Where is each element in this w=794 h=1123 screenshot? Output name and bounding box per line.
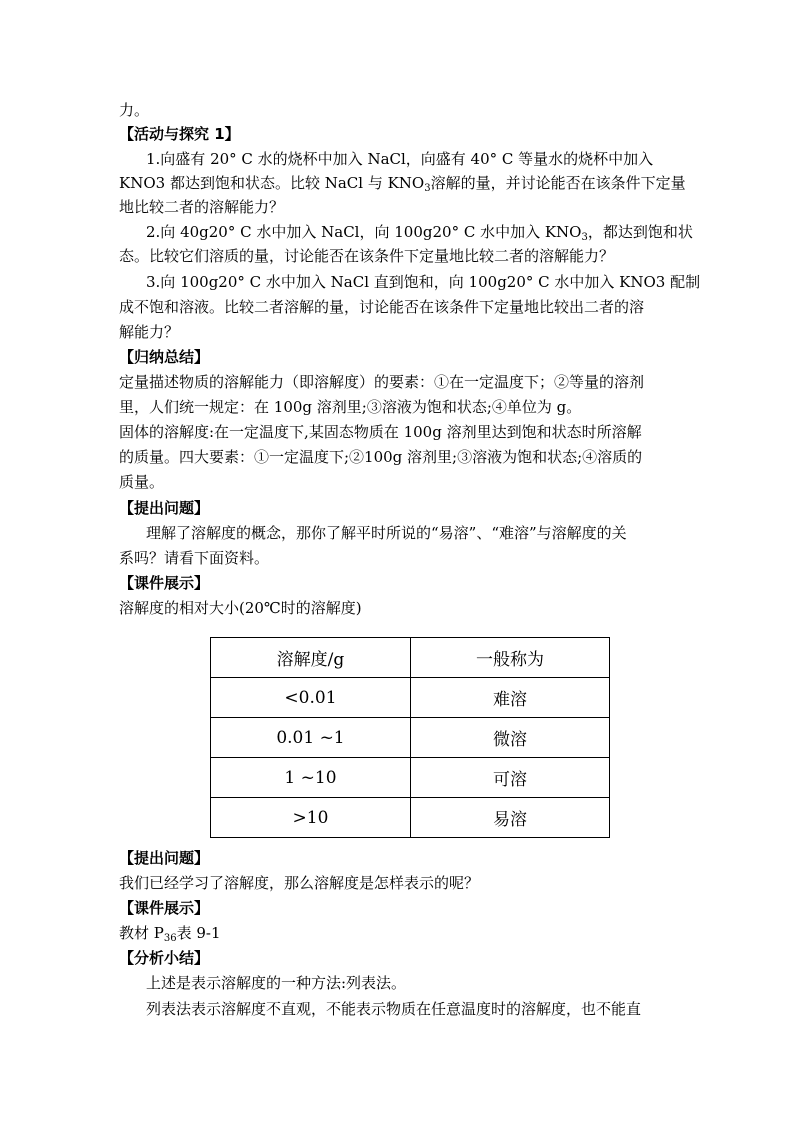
analysis-line: 列表法表示溶解度不直观，不能表示物质在任意温度时的溶解度，也不能直 (146, 1000, 642, 1018)
textbook-reference: 教材 $P_{36}$表 9-1 (119, 924, 221, 944)
activity-2-line: 态。比较它们溶质的量，讨论能否在该条件下定量地比较二者的溶解能力？ (119, 247, 615, 265)
table-header-row (211, 638, 610, 678)
continued-text: 力。 (119, 101, 150, 119)
table-cell: 可溶 (410, 758, 609, 798)
activity-1-line: KNO3 都达到饱和状态。比较 NaCl 与 $KNO_3$溶解的量，并讨论能否在该条件下定量 (119, 174, 686, 194)
solubility-table (210, 637, 610, 838)
table-cell: 微溶 (410, 718, 609, 758)
heading-question: 【提出问题】 (119, 499, 210, 517)
table-caption: 溶解度的相对大小(20℃时的溶解度) (119, 599, 362, 617)
question-line: 我们已经学习了溶解度，那么溶解度是怎样表示的呢？ (119, 874, 480, 892)
table-cell: >10 (211, 798, 411, 838)
heading-courseware: 【课件展示】 (119, 899, 210, 917)
activity-1-line: 1.向盛有 20° C 水的烧杯中加入 NaCl，向盛有 40° C 等量水的烧杯中加入 (146, 150, 654, 168)
table-header-cell: 溶解度/g (211, 638, 411, 678)
table-row (211, 798, 610, 838)
summary-line: 的质量。四大要素：①一定温度下;②100g 溶剂里;③溶液为饱和状态;④溶质的 (119, 448, 643, 466)
question-line: 理解了溶解度的概念，那你了解平时所说的“易溶”、“难溶”与溶解度的关 (146, 524, 627, 542)
summary-line: 里，人们统一规定：在 100g 溶剂里;③溶液为饱和状态;④单位为 g。 (119, 398, 582, 416)
summary-line: 定量描述物质的溶解能力（即溶解度）的要素：①在一定温度下；②等量的溶剂 (119, 373, 645, 391)
summary-line: 质量。 (119, 473, 165, 491)
heading-courseware: 【课件展示】 (119, 574, 210, 592)
question-line: 系吗？请看下面资料。 (119, 549, 270, 567)
table-row (211, 678, 610, 718)
table-header-cell: 一般称为 (410, 638, 609, 678)
activity-3-line: 解能力？ (119, 323, 180, 341)
table-cell: 1 ~10 (211, 758, 411, 798)
activity-2-line: 2.向 40g20° C 水中加入 NaCl，向 100g20° C 水中加入 $KNO_3$，都达到饱和状 (146, 223, 693, 243)
activity-3-line: 3.向 100g20° C 水中加入 NaCl 直到饱和，向 100g20° C 水中加入 KNO3 配制 (146, 273, 701, 291)
activity-1-line: 地比较二者的溶解能力？ (119, 198, 285, 216)
table-cell: 易溶 (410, 798, 609, 838)
activity-3-line: 成不饱和溶液。比较二者溶解的量，讨论能否在该条件下定量地比较出二者的溶 (119, 298, 645, 316)
table-row (211, 718, 610, 758)
heading-activity: 【活动与探究 1】 (119, 125, 240, 143)
analysis-line: 上述是表示溶解度的一种方法:列表法。 (146, 974, 407, 992)
heading-question: 【提出问题】 (119, 849, 210, 867)
table-cell: 0.01 ~1 (211, 718, 411, 758)
table-cell: <0.01 (211, 678, 411, 718)
table-cell: 难溶 (410, 678, 609, 718)
heading-summary: 【归纳总结】 (119, 348, 210, 366)
table-row (211, 758, 610, 798)
summary-line: 固体的溶解度:在一定温度下,某固态物质在 100g 溶剂里达到饱和状态时所溶解 (119, 423, 642, 441)
heading-analysis: 【分析小结】 (119, 949, 210, 967)
